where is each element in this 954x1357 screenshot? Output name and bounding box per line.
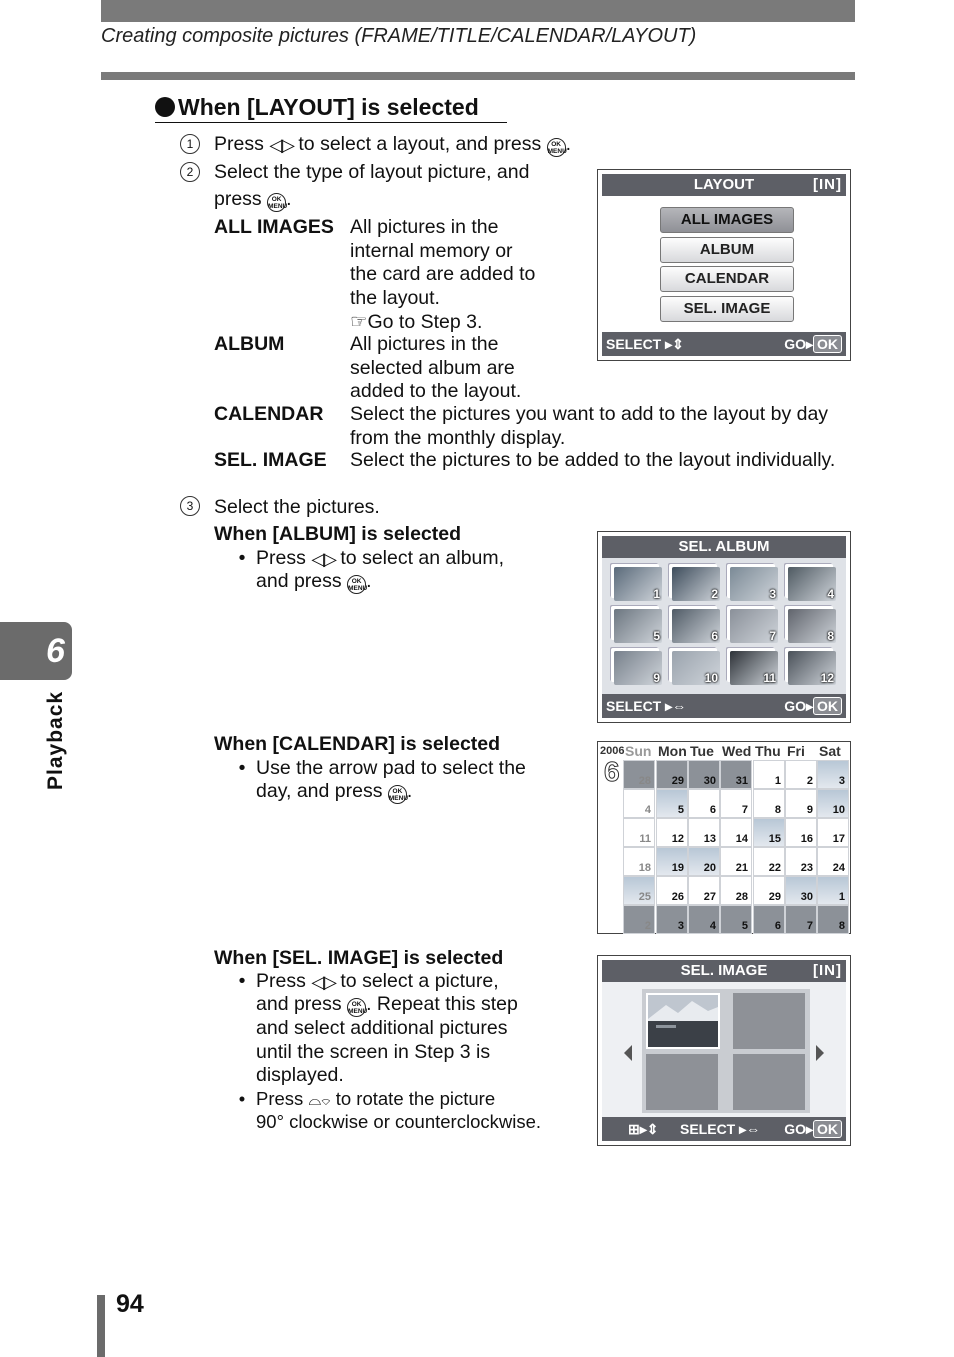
calendar-day-cell[interactable] (785, 789, 817, 818)
bullet-icon: • (238, 1088, 246, 1109)
def-calendar-term: CALENDAR (214, 403, 324, 425)
calendar-day-number: 6 (774, 920, 781, 932)
bullet-icon: • (238, 970, 246, 992)
select-label: SELECT (680, 1121, 736, 1137)
internal-memory-icon: [IN] (813, 176, 842, 193)
calendar-bullet-cont-text: day, and press (256, 780, 383, 802)
album-number: 11 (763, 671, 776, 685)
select-label: SELECT (606, 698, 662, 714)
calendar-day-cell[interactable] (656, 760, 688, 789)
ok-menu-button-icon: OK MENU (267, 193, 286, 212)
layout-screen (597, 169, 851, 361)
album-thumbnail[interactable] (730, 567, 778, 601)
calendar-day-cell[interactable] (720, 847, 752, 876)
calendar-day-number: 9 (806, 804, 813, 816)
calendar-bullet-1-cont (256, 780, 412, 804)
calendar-year: 2006 (600, 745, 625, 757)
up-down-arrow-icon: ▸⇕ (661, 336, 684, 352)
calendar-day-cell[interactable] (623, 818, 655, 847)
arrow-right-icon: ▸ (805, 336, 813, 352)
layout-screen-footer (602, 332, 846, 356)
calendar-day-cell[interactable] (753, 847, 785, 876)
menu-item-album[interactable]: ALBUM (660, 237, 794, 263)
calendar-day-header: Sun (625, 743, 652, 759)
album-screen-titlebar (602, 536, 846, 558)
album-thumbnail[interactable] (614, 567, 662, 601)
selimage-screen-title: SEL. IMAGE (680, 962, 768, 979)
menu-item-sel-image[interactable]: SEL. IMAGE (660, 296, 794, 322)
ok-button-icon: OK (813, 335, 842, 353)
calendar-day-number: 14 (735, 833, 748, 845)
calendar-subheading: When [CALENDAR] is selected (214, 733, 501, 755)
selimage-press-2: Press (256, 1088, 304, 1109)
album-number: 5 (653, 629, 660, 643)
internal-memory-icon: [IN] (813, 962, 842, 979)
album-bullet-text: to select an album, (340, 547, 505, 569)
calendar-day-number: 17 (832, 833, 845, 845)
arrow-right-icon: ▸ (805, 698, 813, 714)
calendar-day-cell[interactable] (623, 847, 655, 876)
album-press: Press (256, 547, 306, 569)
calendar-day-cell[interactable] (656, 847, 688, 876)
album-thumbnail[interactable] (614, 651, 662, 685)
calendar-day-cell[interactable] (817, 818, 849, 847)
layout-screen-title: LAYOUT (693, 176, 755, 193)
def-all-images-desc (350, 216, 535, 335)
selimage-bullet-1-cont (256, 993, 518, 1017)
album-subheading: When [ALBUM] is selected (214, 523, 462, 545)
calendar-day-number: 28 (735, 891, 748, 903)
go-hint (784, 332, 842, 356)
def-album-desc (350, 333, 521, 404)
calendar-day-number: 23 (800, 862, 813, 874)
calendar-day-cell[interactable] (688, 789, 720, 818)
calendar-day-cell[interactable] (817, 876, 849, 905)
bullet-dot-icon (155, 97, 175, 117)
section-title-text: When [LAYOUT] is selected (178, 94, 479, 120)
calendar-day-number: 22 (768, 862, 781, 874)
calendar-day-number: 7 (806, 920, 813, 932)
album-thumbnail[interactable] (788, 609, 836, 643)
calendar-day-number: 30 (703, 775, 716, 787)
album-number: 12 (820, 671, 834, 685)
calendar-day-number: 13 (703, 833, 716, 845)
step-2-line-2 (214, 188, 292, 212)
zoom-lever-icon: ⌓⌔ (308, 1090, 331, 1109)
ok-button-icon: OK (813, 1120, 842, 1138)
album-screen-footer (602, 694, 846, 718)
calendar-day-number: 16 (800, 833, 813, 845)
def-all-images-line: internal memory or (350, 239, 513, 262)
def-calendar-desc (350, 403, 828, 450)
selimage-bullet-2-cont: 90° clockwise or counterclockwise. (256, 1111, 542, 1132)
album-number: 4 (827, 587, 834, 601)
calendar-day-number: 15 (768, 833, 781, 845)
album-thumbnail[interactable] (730, 651, 778, 685)
selimage-bullet-1 (228, 970, 499, 995)
left-right-arrow-icon: ▸⇔ (735, 1121, 761, 1137)
selimage-bullet-1-lines (256, 1017, 508, 1088)
def-album-line: selected album are (350, 356, 515, 379)
step-1-press: Press (214, 133, 264, 155)
calendar-month: 6 (604, 756, 620, 787)
selimage-screen-footer (602, 1117, 846, 1141)
album-and-press: and press (256, 570, 342, 592)
calendar-day-number: 7 (741, 804, 748, 816)
calendar-screen (597, 741, 851, 934)
calendar-day-cell[interactable] (623, 905, 655, 934)
calendar-day-cell[interactable] (817, 789, 849, 818)
calendar-day-cell[interactable] (623, 876, 655, 905)
left-right-arrow-icon: ◁▷ (311, 549, 335, 570)
calendar-end: . (406, 780, 413, 802)
frame-select-icon: ⊞▸⇕ (628, 1121, 659, 1137)
def-album-term: ALBUM (214, 333, 285, 355)
page-number: 94 (116, 1290, 144, 1318)
calendar-day-header: Tue (690, 743, 714, 759)
calendar-day-header: Wed (722, 743, 752, 759)
calendar-day-number: 18 (638, 862, 651, 874)
bullet-icon: • (238, 547, 246, 569)
calendar-day-number: 20 (703, 862, 716, 874)
ok-menu-button-icon: OK MENU (347, 998, 366, 1017)
calendar-day-number: 25 (638, 891, 651, 903)
step-2-line-1: Select the type of layout picture, and (214, 161, 530, 183)
album-thumbnail[interactable] (672, 609, 720, 643)
selimage-line: displayed. (256, 1064, 344, 1086)
menu-item-all-images[interactable]: ALL IMAGES (660, 207, 794, 233)
selimage-screen-titlebar (602, 960, 846, 982)
calendar-day-number: 21 (735, 862, 748, 874)
calendar-day-number: 10 (832, 804, 845, 816)
album-number: 7 (769, 629, 776, 643)
selimage-repeat: . Repeat this step (366, 993, 518, 1015)
calendar-area (598, 742, 850, 933)
calendar-day-cell[interactable] (817, 905, 849, 934)
section-title (155, 94, 479, 121)
step-1-end: . (565, 133, 572, 155)
selimage-bullet-2 (228, 1087, 495, 1112)
album-number: 8 (827, 629, 834, 643)
go-hint (784, 694, 842, 718)
calendar-day-cell[interactable] (785, 760, 817, 789)
def-all-images-line: the card are added to (350, 263, 536, 285)
selimage-press: Press (256, 970, 306, 992)
page-number-bar (97, 1295, 105, 1357)
layout-slot-3[interactable] (646, 1054, 718, 1110)
layout-screen-titlebar (602, 174, 846, 196)
calendar-day-number: 27 (703, 891, 716, 903)
calendar-day-cell[interactable] (623, 760, 655, 789)
step-3-number: 3 (180, 496, 200, 516)
section-title-underline (155, 122, 507, 123)
menu-item-calendar[interactable]: CALENDAR (660, 266, 794, 292)
selimage-screen (597, 955, 851, 1146)
go-label: GO (784, 336, 806, 352)
select-label: SELECT (606, 336, 662, 352)
calendar-day-header: Sat (819, 743, 841, 759)
album-number: 1 (653, 587, 660, 601)
calendar-day-cell[interactable] (753, 760, 785, 789)
step-3-text: Select the pictures. (214, 496, 380, 518)
select-hint (606, 332, 684, 356)
album-bullet-1 (228, 547, 504, 572)
calendar-day-number: 24 (832, 862, 845, 874)
ok-button-icon: OK (813, 697, 842, 715)
calendar-day-number: 1 (774, 775, 781, 787)
step-2-number: 2 (180, 162, 200, 182)
next-arrow-icon[interactable] (816, 1045, 824, 1061)
ok-menu-button-icon: OK MENU (388, 785, 407, 804)
album-thumbnail[interactable] (672, 651, 720, 685)
album-number: 2 (711, 587, 718, 601)
album-number: 6 (711, 629, 718, 643)
calendar-day-cell[interactable] (785, 818, 817, 847)
album-number: 9 (653, 671, 660, 685)
calendar-day-number: 8 (774, 804, 781, 816)
chapter-number: 6 (46, 632, 65, 670)
calendar-day-cell[interactable] (656, 818, 688, 847)
calendar-day-cell[interactable] (720, 760, 752, 789)
calendar-day-number: 4 (709, 920, 716, 932)
calendar-day-number: 4 (644, 804, 651, 816)
step-1-text (214, 133, 571, 158)
calendar-day-cell[interactable] (785, 847, 817, 876)
layout-slot-2[interactable] (733, 993, 805, 1049)
def-album-line: All pictures in the (350, 333, 499, 355)
album-thumbnail[interactable] (788, 651, 836, 685)
bullet-icon: • (238, 757, 246, 779)
calendar-day-cell[interactable] (720, 818, 752, 847)
reference-hand-icon: ☞ (350, 310, 368, 333)
def-sel-image-desc: Select the pictures to be added to the layout individually. (350, 449, 836, 471)
landscape-thumbnail-icon (648, 995, 718, 1047)
arrow-right-icon: ▸ (805, 1121, 813, 1137)
layout-slot-4[interactable] (733, 1054, 805, 1110)
previous-arrow-icon[interactable] (624, 1045, 632, 1061)
header-top-bar (101, 0, 855, 22)
left-right-arrow-icon: ◁▷ (311, 972, 335, 993)
def-all-images-ref-text: Go to Step 3. (367, 311, 483, 333)
calendar-day-cell[interactable] (753, 789, 785, 818)
calendar-day-cell[interactable] (785, 876, 817, 905)
calendar-day-number: 30 (800, 891, 813, 903)
def-all-images-term: ALL IMAGES (214, 216, 334, 238)
calendar-day-number: 29 (768, 891, 781, 903)
album-thumbnail[interactable] (614, 609, 662, 643)
album-screen-title: SEL. ALBUM (678, 538, 770, 555)
selimage-line: and select additional pictures (256, 1017, 508, 1039)
layout-slot-1[interactable] (646, 993, 720, 1049)
album-thumbnail[interactable] (730, 609, 778, 643)
calendar-day-cell[interactable] (720, 876, 752, 905)
selimage-line: until the screen in Step 3 is (256, 1040, 491, 1063)
chapter-label: Playback (44, 690, 67, 790)
header-title: Creating composite pictures (FRAME/TITLE/CALENDAR/LAYOUT) (101, 25, 697, 47)
calendar-day-cell[interactable] (656, 789, 688, 818)
calendar-day-number: 8 (838, 920, 845, 932)
calendar-day-cell[interactable] (688, 847, 720, 876)
calendar-day-cell[interactable] (753, 818, 785, 847)
calendar-day-number: 2 (806, 775, 813, 787)
calendar-day-cell[interactable] (688, 876, 720, 905)
calendar-day-number: 31 (735, 775, 748, 787)
album-thumbnail[interactable] (788, 567, 836, 601)
calendar-day-cell[interactable] (688, 818, 720, 847)
calendar-day-number: 3 (677, 920, 684, 932)
step-2-press: press (214, 188, 262, 210)
go-hint (784, 1117, 842, 1141)
album-end: . (366, 570, 372, 592)
calendar-day-cell[interactable] (753, 905, 785, 934)
def-calendar-line: from the monthly display. (350, 426, 566, 449)
def-calendar-line: Select the pictures you want to add to the layout by day (350, 403, 829, 425)
left-right-arrow-icon: ▸⇔ (661, 698, 687, 714)
selimage-and-press: and press (256, 993, 342, 1015)
calendar-day-number: 1 (838, 891, 845, 903)
def-album-line: added to the layout. (350, 380, 522, 402)
calendar-day-cell[interactable] (785, 905, 817, 934)
calendar-day-number: 19 (671, 862, 684, 874)
calendar-bullet-1 (228, 757, 526, 781)
calendar-day-number: 12 (671, 833, 684, 845)
calendar-day-cell[interactable] (688, 760, 720, 789)
calendar-day-cell[interactable] (720, 789, 752, 818)
step-1-number: 1 (180, 134, 200, 154)
calendar-day-number: 28 (638, 775, 651, 787)
select-hint (606, 694, 686, 718)
selimage-bullet-text: to select a picture, (340, 970, 499, 992)
selimage-subheading: When [SEL. IMAGE] is selected (214, 947, 504, 969)
ok-menu-button-icon: OK MENU (547, 138, 566, 157)
left-right-arrow-icon: ◁▷ (269, 135, 293, 156)
calendar-day-cell[interactable] (656, 905, 688, 934)
go-label: GO (784, 698, 806, 714)
calendar-day-number: 5 (741, 920, 748, 932)
album-screen (597, 531, 851, 723)
album-number: 3 (769, 587, 776, 601)
def-all-images-line: All pictures in the (350, 216, 499, 238)
header-bottom-bar (101, 72, 855, 80)
calendar-day-cell[interactable] (656, 876, 688, 905)
calendar-day-cell[interactable] (817, 760, 849, 789)
calendar-day-number: 3 (838, 775, 845, 787)
album-thumbnail[interactable] (672, 567, 720, 601)
def-all-images-line: the layout. (350, 286, 440, 309)
calendar-day-number: 2 (644, 920, 651, 932)
calendar-day-cell[interactable] (688, 905, 720, 934)
go-label: GO (784, 1121, 806, 1137)
step-2-end: . (286, 188, 292, 210)
def-sel-image-term: SEL. IMAGE (214, 449, 327, 471)
select-hint (680, 1117, 760, 1141)
step-1-middle: to select a layout, and press (298, 133, 542, 155)
calendar-day-cell[interactable] (720, 905, 752, 934)
calendar-day-number: 11 (639, 833, 651, 845)
selimage-rotate-text: to rotate the picture (335, 1088, 496, 1109)
calendar-bullet-text: Use the arrow pad to select the (256, 757, 526, 779)
album-number: 10 (704, 671, 718, 685)
calendar-day-cell[interactable] (623, 789, 655, 818)
ok-menu-button-icon: OK MENU (347, 575, 366, 594)
calendar-day-header: Mon (658, 743, 687, 759)
calendar-day-number: 26 (671, 891, 684, 903)
calendar-day-header: Thu (755, 743, 781, 759)
calendar-day-number: 5 (677, 804, 684, 816)
calendar-day-number: 6 (709, 804, 716, 816)
calendar-day-cell[interactable] (753, 876, 785, 905)
def-all-images-ref (350, 310, 535, 335)
calendar-day-cell[interactable] (817, 847, 849, 876)
calendar-day-header: Fri (787, 743, 805, 759)
calendar-day-number: 29 (671, 775, 684, 787)
album-bullet-1-cont (256, 570, 371, 594)
